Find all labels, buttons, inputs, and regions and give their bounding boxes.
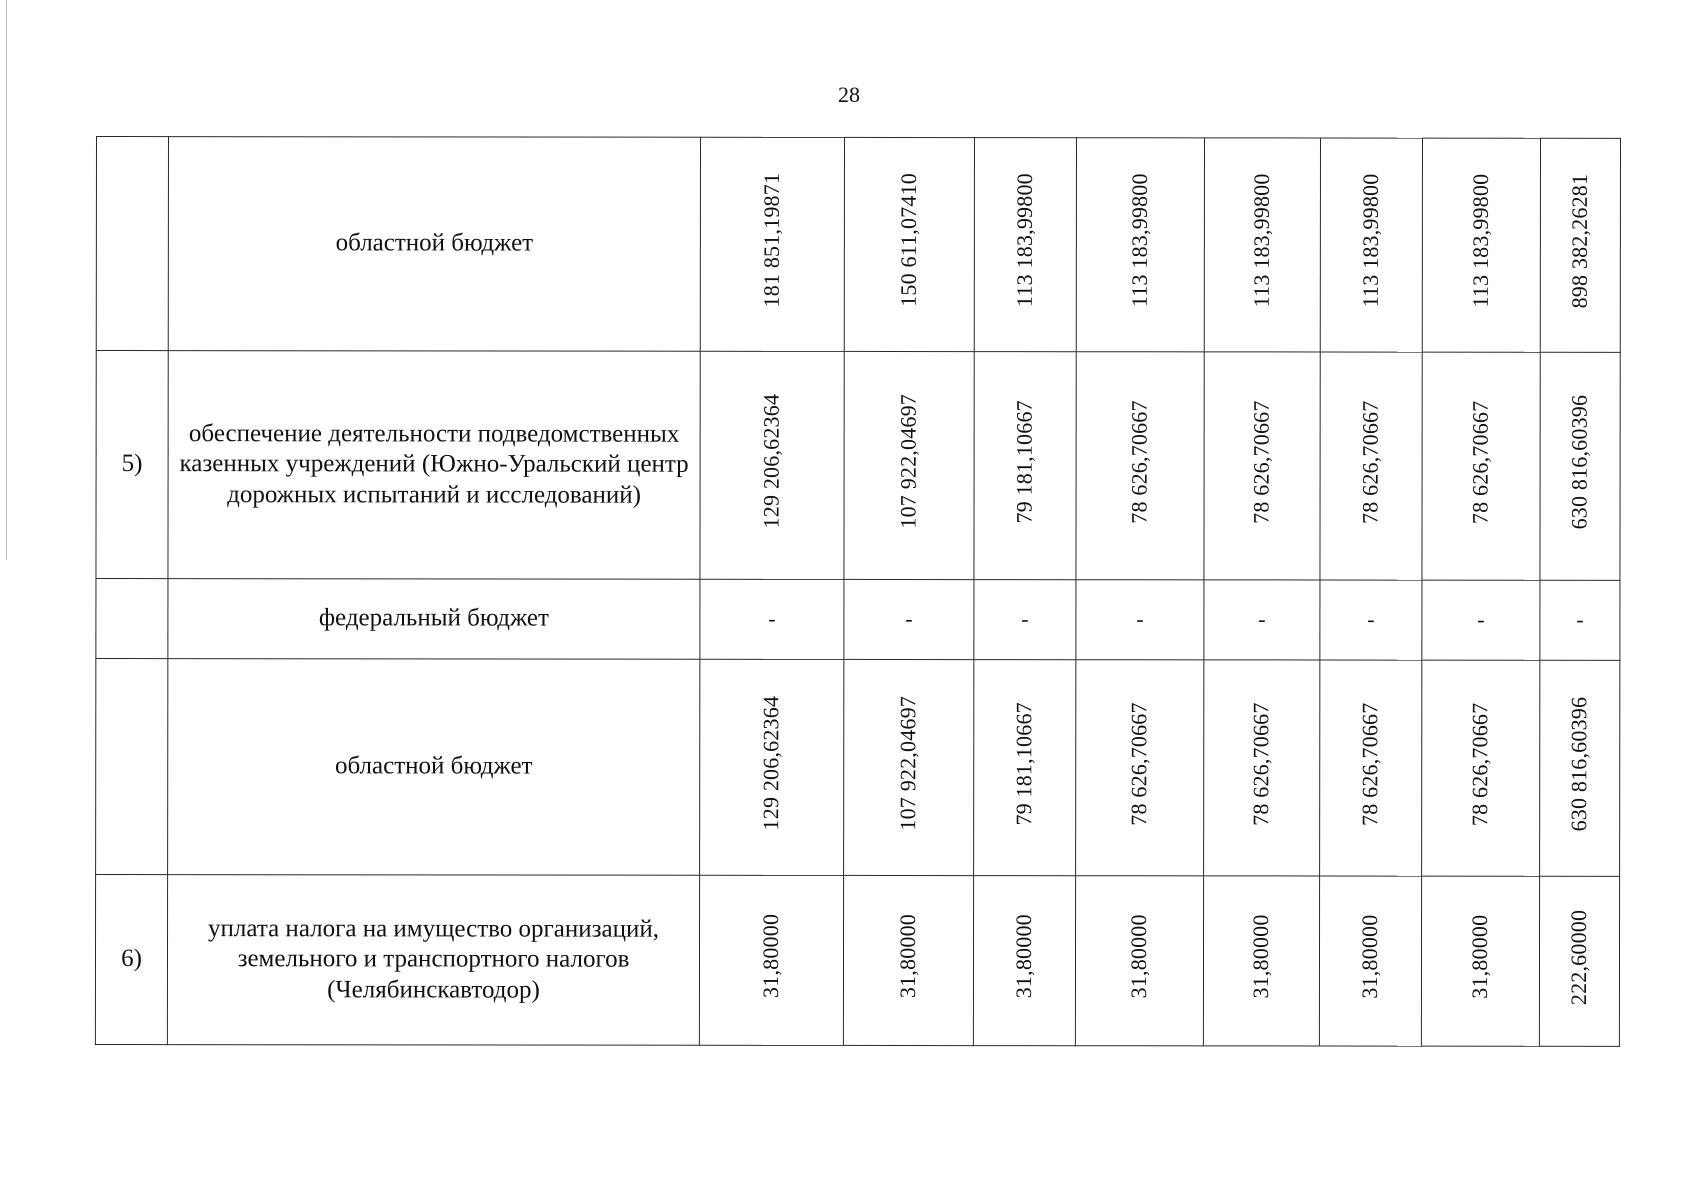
value-cell [974,138,1076,352]
value-cell [700,579,844,659]
row-description: областной бюджет [334,752,533,780]
row-number-cell [96,351,168,579]
value-text: 107 922,04697 [895,695,921,831]
value-cell [1540,660,1620,876]
row-description-cell [168,137,700,352]
value-text: 31,80000 [895,914,921,999]
value-cell [973,876,1075,1046]
row-description: областной бюджет [335,229,534,257]
value-text: 31,80000 [1011,914,1037,999]
value-cell [844,579,974,659]
value-cell [1421,876,1539,1046]
value-text: 78 626,70667 [1357,400,1383,524]
value-text: 129 206,62364 [758,695,784,831]
table-row [96,351,1620,581]
value-text: - [1258,606,1266,632]
value-text: 78 626,70667 [1248,399,1274,524]
row-description-cell [168,351,700,580]
page-number: 28 [838,82,860,107]
value-cell [974,660,1076,876]
value-text: 113 183,99800 [1467,174,1494,308]
value-text: 113 183,99800 [1126,173,1153,308]
value-text: 78 626,70667 [1248,701,1274,826]
value-cell [844,351,974,579]
value-text: 78 626,70667 [1126,701,1152,826]
value-text: 129 206,62364 [758,393,784,529]
value-text: - [1576,607,1584,633]
row-number-cell [96,659,168,875]
value-text: 898 382,26281 [1566,173,1593,309]
value-text: 78 626,70667 [1357,702,1383,826]
value-cell [1204,660,1320,876]
value-text: - [1367,606,1375,632]
value-text: 78 626,70667 [1126,399,1152,524]
value-text: 630 816,60396 [1566,394,1592,530]
value-cell [1422,352,1540,580]
value-cell [1540,138,1620,352]
value-cell [1320,138,1422,352]
value-cell [700,351,844,579]
value-text: 31,80000 [1248,914,1274,999]
value-text: 79 181,10667 [1011,701,1037,826]
value-text: 113 183,99800 [1248,173,1275,308]
value-text: 222,60000 [1566,909,1592,1005]
value-text: 78 626,70667 [1467,702,1493,826]
value-cell [843,875,973,1045]
row-description: уплата налога на имущество организаций, земельного и транспортного налогов (Челябинскавтодор) [208,914,660,1004]
value-cell [700,659,844,875]
value-cell [1422,660,1540,876]
value-text: 79 181,10667 [1011,399,1037,524]
value-text: 630 816,60396 [1566,696,1592,832]
budget-table [95,136,1621,1047]
value-cell [1076,352,1204,580]
value-text: 113 183,99800 [1011,173,1038,308]
value-text: 107 922,04697 [895,393,921,529]
value-cell [1204,580,1320,660]
value-text: - [768,606,776,632]
value-cell [974,580,1076,660]
value-cell [1204,138,1320,352]
value-cell [1075,876,1203,1046]
value-cell [974,352,1076,580]
value-cell [1076,660,1204,876]
table-row [96,659,1620,877]
value-cell [699,875,843,1045]
value-text: 31,80000 [1357,914,1383,999]
value-text: 113 183,99800 [1357,173,1384,308]
value-cell [1320,352,1422,580]
row-number: 6) [121,945,142,973]
value-cell [1076,138,1204,352]
value-text: 31,80000 [1467,914,1493,1000]
value-text: 150 611,07410 [895,173,922,308]
value-cell [1539,876,1619,1046]
table-row [95,875,1619,1047]
value-text: 31,80000 [758,913,784,999]
value-text: 181 851,19871 [758,172,785,308]
row-number: 5) [121,450,143,478]
row-description-cell [168,659,700,876]
value-text: - [1021,606,1029,632]
table-row [96,579,1620,661]
value-cell [844,137,974,351]
row-number-cell [95,875,167,1045]
value-text: - [1477,606,1485,632]
row-number-cell [96,579,168,659]
row-number-cell [96,137,168,351]
value-cell [1540,352,1620,580]
row-description: обеспечение деятельности подведомственных казенных учреждений (Южно-Уральский центр дорожных испытаний и исследований) [179,419,689,509]
value-text: - [1136,606,1144,632]
value-cell [1319,876,1421,1046]
value-text: - [905,606,913,632]
value-text: 31,80000 [1126,914,1152,999]
value-cell [1204,352,1320,580]
value-cell [1203,876,1319,1046]
value-cell [1422,138,1540,352]
row-description-cell [167,875,699,1046]
value-text: 78 626,70667 [1467,400,1493,524]
table-row [96,137,1620,353]
value-cell [1540,580,1620,660]
value-cell [700,137,844,351]
value-cell [1320,660,1422,876]
value-cell [1076,580,1204,660]
row-description-cell [168,579,700,660]
value-cell [1320,580,1422,660]
value-cell [844,659,974,875]
value-cell [1422,580,1540,660]
row-description: федеральный бюджет [318,604,549,632]
